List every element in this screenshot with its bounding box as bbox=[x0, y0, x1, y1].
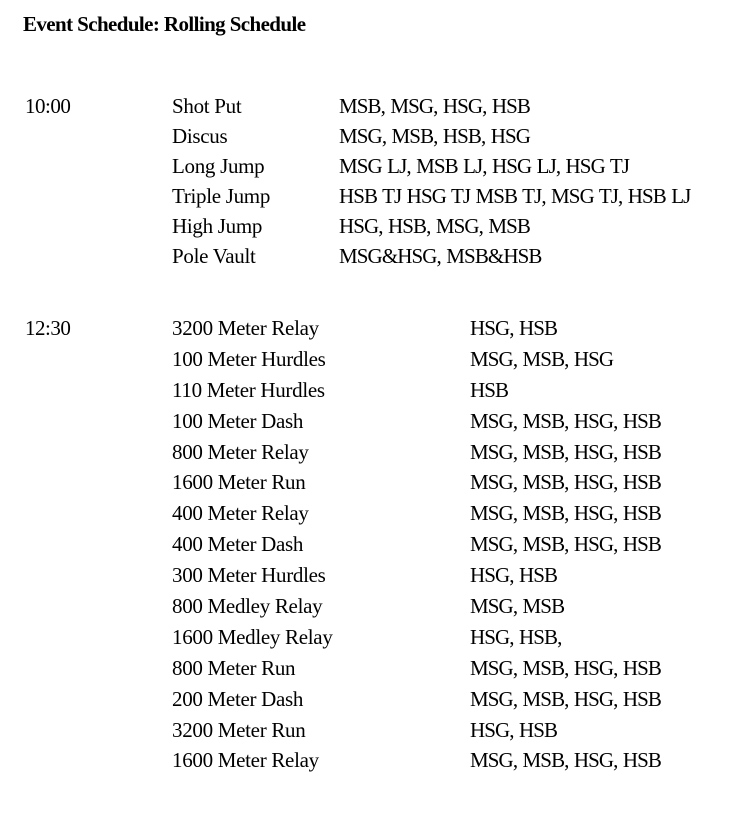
event-teams: MSG, MSB, HSG bbox=[470, 346, 614, 371]
event-row bbox=[0, 241, 750, 271]
page-title: Event Schedule: Rolling Schedule bbox=[23, 12, 306, 36]
event-name: 300 Meter Hurdles bbox=[172, 563, 326, 588]
event-name: 100 Meter Hurdles bbox=[172, 346, 326, 371]
event-row bbox=[0, 684, 750, 715]
session-time: 10:00 bbox=[25, 94, 71, 118]
event-teams: MSG, MSB, HSG, HSB bbox=[470, 470, 662, 495]
event-name: 200 Meter Dash bbox=[172, 686, 304, 711]
event-name: Pole Vault bbox=[172, 244, 256, 268]
event-list bbox=[0, 313, 750, 776]
event-name: 400 Meter Dash bbox=[172, 532, 304, 557]
event-name: Triple Jump bbox=[172, 184, 271, 208]
event-teams: MSG, MSB, HSG, HSB bbox=[470, 439, 662, 464]
event-teams: MSG, MSB, HSG, HSB bbox=[470, 408, 662, 433]
event-row bbox=[0, 560, 750, 591]
event-name: Shot Put bbox=[172, 94, 242, 118]
event-name: 1600 Medley Relay bbox=[172, 624, 333, 649]
event-row bbox=[0, 91, 750, 121]
event-name: 800 Medley Relay bbox=[172, 594, 323, 619]
session-block bbox=[0, 313, 750, 776]
event-name: 100 Meter Dash bbox=[172, 408, 304, 433]
event-name: 110 Meter Hurdles bbox=[172, 377, 325, 402]
event-row bbox=[0, 406, 750, 437]
event-row bbox=[0, 529, 750, 560]
event-name: High Jump bbox=[172, 214, 263, 238]
event-name: 1600 Meter Run bbox=[172, 470, 306, 495]
event-name: 800 Meter Run bbox=[172, 655, 296, 680]
event-teams: MSG, MSB, HSG, HSB bbox=[470, 748, 662, 773]
event-row bbox=[0, 121, 750, 151]
event-name: Long Jump bbox=[172, 154, 265, 178]
event-row bbox=[0, 437, 750, 468]
event-teams: MSG, MSB, HSG, HSB bbox=[470, 686, 662, 711]
event-teams: HSB TJ HSG TJ MSB TJ, MSG TJ, HSB LJ bbox=[339, 184, 691, 208]
event-row bbox=[0, 375, 750, 406]
event-teams: MSG, MSB, HSG, HSB bbox=[470, 532, 662, 557]
event-row bbox=[0, 467, 750, 498]
event-teams: MSG LJ, MSB LJ, HSG LJ, HSG TJ bbox=[339, 154, 630, 178]
event-name: 3200 Meter Run bbox=[172, 717, 306, 742]
event-row bbox=[0, 313, 750, 344]
event-teams: MSG, MSB bbox=[470, 594, 565, 619]
event-teams: HSG, HSB, MSG, MSB bbox=[339, 214, 531, 238]
event-row bbox=[0, 181, 750, 211]
event-teams: MSG, MSB, HSG, HSB bbox=[470, 501, 662, 526]
event-row bbox=[0, 344, 750, 375]
event-teams: MSG&HSG, MSB&HSB bbox=[339, 244, 542, 268]
event-teams: HSG, HSB bbox=[470, 563, 558, 588]
event-name: 3200 Meter Relay bbox=[172, 316, 319, 340]
event-teams: HSG, HSB bbox=[470, 316, 558, 340]
event-row bbox=[0, 745, 750, 776]
event-teams: HSG, HSB, bbox=[470, 624, 562, 649]
event-name: Discus bbox=[172, 124, 228, 148]
event-row bbox=[0, 498, 750, 529]
event-name: 800 Meter Relay bbox=[172, 439, 309, 464]
event-teams: HSB bbox=[470, 377, 509, 402]
event-name: 400 Meter Relay bbox=[172, 501, 309, 526]
session-block bbox=[0, 91, 750, 271]
event-row bbox=[0, 591, 750, 622]
session-time: 12:30 bbox=[25, 316, 71, 340]
event-row bbox=[0, 151, 750, 181]
event-teams: HSG, HSB bbox=[470, 717, 558, 742]
event-row bbox=[0, 653, 750, 684]
event-teams: MSG, MSB, HSG, HSB bbox=[470, 655, 662, 680]
event-name: 1600 Meter Relay bbox=[172, 748, 319, 773]
event-list bbox=[0, 91, 750, 271]
event-row bbox=[0, 622, 750, 653]
event-row bbox=[0, 715, 750, 746]
event-teams: MSB, MSG, HSG, HSB bbox=[339, 94, 531, 118]
event-teams: MSG, MSB, HSB, HSG bbox=[339, 124, 531, 148]
event-row bbox=[0, 211, 750, 241]
